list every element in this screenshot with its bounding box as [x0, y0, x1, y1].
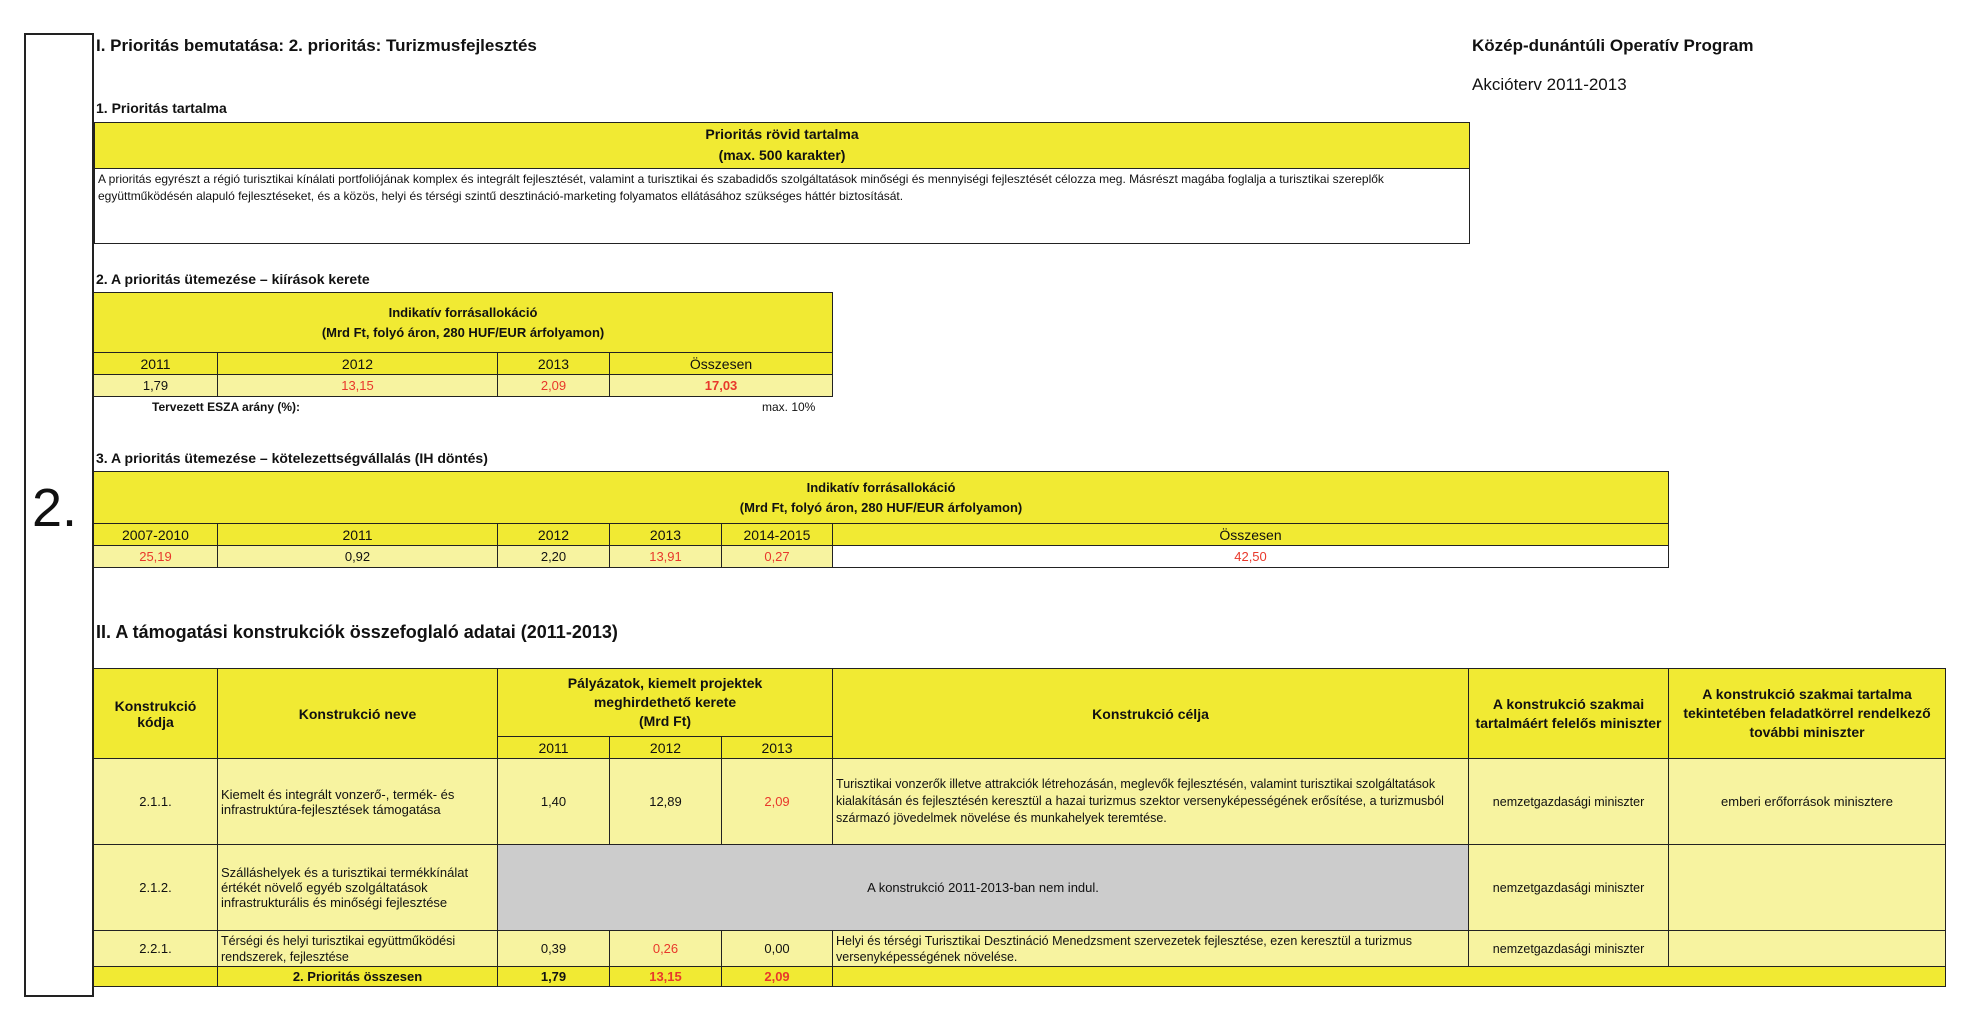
year-cell: 2007-2010: [94, 524, 218, 546]
part2-title: II. A támogatási konstrukciók összefoglaló adatai (2011-2013): [96, 622, 618, 642]
row-value-2013: 0,00: [722, 931, 833, 967]
col-budget-header: [498, 669, 833, 737]
row-other-minister: [1669, 845, 1946, 931]
row-value-2012: 0,26: [610, 931, 722, 967]
commitment-head1: Indikatív forrásallokáció: [806, 479, 956, 495]
year-cell: 2011: [218, 524, 498, 546]
row-goal: Turisztikai vonzerők illetve attrakciók létrehozásán, meglevők fejlesztésén, valamint turisztikai szolgáltatások kialakításán és fejlesztésén keresztül a hazai turizmus szektor versenyképességének erősítése, a turizmusból származó jövedelmek növelése és munkahelyek teremtése.: [833, 759, 1469, 845]
year-cell: 2012: [218, 353, 498, 375]
commitment-head2: (Mrd Ft, folyó áron, 280 HUF/EUR árfolyamon): [739, 499, 1023, 515]
value-cell: 1,79: [94, 375, 218, 397]
row-code: 2.1.1.: [94, 759, 218, 845]
col-name-header: Konstrukció neve: [218, 669, 498, 759]
row-minister: nemzetgazdasági miniszter: [1469, 845, 1669, 931]
constructions-table: [93, 668, 1946, 987]
budget-header-line1: Pályázatok, kiemelt projektek: [567, 675, 763, 691]
budget-header-line3: (Mrd Ft): [638, 713, 692, 729]
commitment-table: [93, 471, 1669, 568]
side-number: 2.: [32, 478, 78, 538]
total-2011: 1,79: [498, 967, 610, 987]
year-cell: 2011: [94, 353, 218, 375]
row-code: 2.1.2.: [94, 845, 218, 931]
row-value-2012: 12,89: [610, 759, 722, 845]
row-other-minister: [1669, 931, 1946, 967]
year-cell: 2014-2015: [722, 524, 833, 546]
value-cell: 42,50: [833, 546, 1669, 568]
table-row: [94, 931, 1946, 967]
row-value-2011: 0,39: [498, 931, 610, 967]
total-blank: [94, 967, 218, 987]
priority-summary-box: [94, 122, 1470, 244]
budget-header-line2: meghirdethető kerete: [593, 694, 737, 710]
year-cell: Összesen: [833, 524, 1669, 546]
esza-label: Tervezett ESZA arány (%):: [152, 400, 301, 414]
value-cell: 25,19: [94, 546, 218, 568]
row-minister: nemzetgazdasági miniszter: [1469, 931, 1669, 967]
row-name: Szálláshelyek és a turisztikai termékkínálat értékét növelő egyéb szolgáltatások infrastrukturális és minőségi fejlesztése: [218, 845, 498, 931]
summary-box-title: Prioritás rövid tartalma: [705, 126, 859, 142]
col-other-minister-header: A konstrukció szakmai tartalma tekintetében feladatkörrel rendelkező további miniszter: [1669, 669, 1946, 759]
value-cell: 2,20: [498, 546, 610, 568]
row-value-2013: 2,09: [722, 759, 833, 845]
page-title: I. Prioritás bemutatása: 2. prioritás: Turizmusfejlesztés: [96, 36, 537, 55]
schedule-calls-head2: (Mrd Ft, folyó áron, 280 HUF/EUR árfolyamon): [321, 324, 605, 340]
year-cell: 2011: [498, 737, 610, 759]
esza-value: max. 10%: [762, 400, 816, 414]
summary-box-header: [95, 123, 1469, 169]
table-row: [94, 759, 1946, 845]
total-row: [94, 967, 1946, 987]
table-row: [94, 845, 1946, 931]
section1-title: 1. Prioritás tartalma: [96, 100, 227, 116]
row-name: Kiemelt és integrált vonzerő-, termék- és infrastruktúra-fejlesztések támogatása: [218, 759, 498, 845]
schedule-calls-head1: Indikatív forrásallokáció: [388, 304, 538, 320]
section3-title: 3. A prioritás ütemezése – kötelezettségvállalás (IH döntés): [96, 450, 488, 466]
col-goal-header: Konstrukció célja: [833, 669, 1469, 759]
schedule-calls-table: [93, 292, 833, 397]
value-cell: 13,91: [610, 546, 722, 568]
summary-box-subtitle: (max. 500 karakter): [718, 147, 846, 163]
col-minister-header: A konstrukció szakmai tartalmáért felelős miniszter: [1469, 669, 1669, 759]
plan-name: Akcióterv 2011-2013: [1472, 75, 1627, 94]
year-cell: Összesen: [610, 353, 833, 375]
year-cell: 2013: [722, 737, 833, 759]
program-name: Közép-dunántúli Operatív Program: [1472, 36, 1754, 55]
row-not-started: A konstrukció 2011-2013-ban nem indul.: [498, 845, 1469, 931]
value-cell: 2,09: [498, 375, 610, 397]
schedule-calls-header: [94, 293, 833, 353]
value-cell: 0,92: [218, 546, 498, 568]
year-cell: 2013: [498, 353, 610, 375]
total-2013: 2,09: [722, 967, 833, 987]
value-cell: 13,15: [218, 375, 498, 397]
row-name: Térségi és helyi turisztikai együttműködési rendszerek, fejlesztése: [218, 931, 498, 967]
row-minister: nemzetgazdasági miniszter: [1469, 759, 1669, 845]
summary-text: A prioritás egyrészt a régió turisztikai kínálati portfoliójának komplex és integrált fejlesztését, valamint a turisztikai és szabadidős szolgáltatások minőségi és mennyiségi fejlesztését célozza meg. Másrészt magába foglalja a turisztikai szereplők együttműködésén alapuló fejlesztéseket, és a közös, helyi és térségi szintű desztináció-marketing folyamatos ellátásához szükséges háttér biztosítását.: [98, 172, 1384, 203]
row-code: 2.2.1.: [94, 931, 218, 967]
total-rest: [833, 967, 1946, 987]
year-cell: 2013: [610, 524, 722, 546]
value-cell: 17,03: [610, 375, 833, 397]
col-code-header: Konstrukció kódja: [94, 669, 218, 759]
row-goal: Helyi és térségi Turisztikai Desztináció Menedzsment szervezetek fejlesztése, ezen keresztül a turizmus versenyképességének növelése.: [833, 931, 1469, 967]
commitment-header: [94, 472, 1669, 524]
value-cell: 0,27: [722, 546, 833, 568]
section2-title: 2. A prioritás ütemezése – kiírások kerete: [96, 271, 370, 287]
year-cell: 2012: [498, 524, 610, 546]
row-other-minister: emberi erőforrások minisztere: [1669, 759, 1946, 845]
row-value-2011: 1,40: [498, 759, 610, 845]
total-label: 2. Prioritás összesen: [218, 967, 498, 987]
year-cell: 2012: [610, 737, 722, 759]
total-2012: 13,15: [610, 967, 722, 987]
